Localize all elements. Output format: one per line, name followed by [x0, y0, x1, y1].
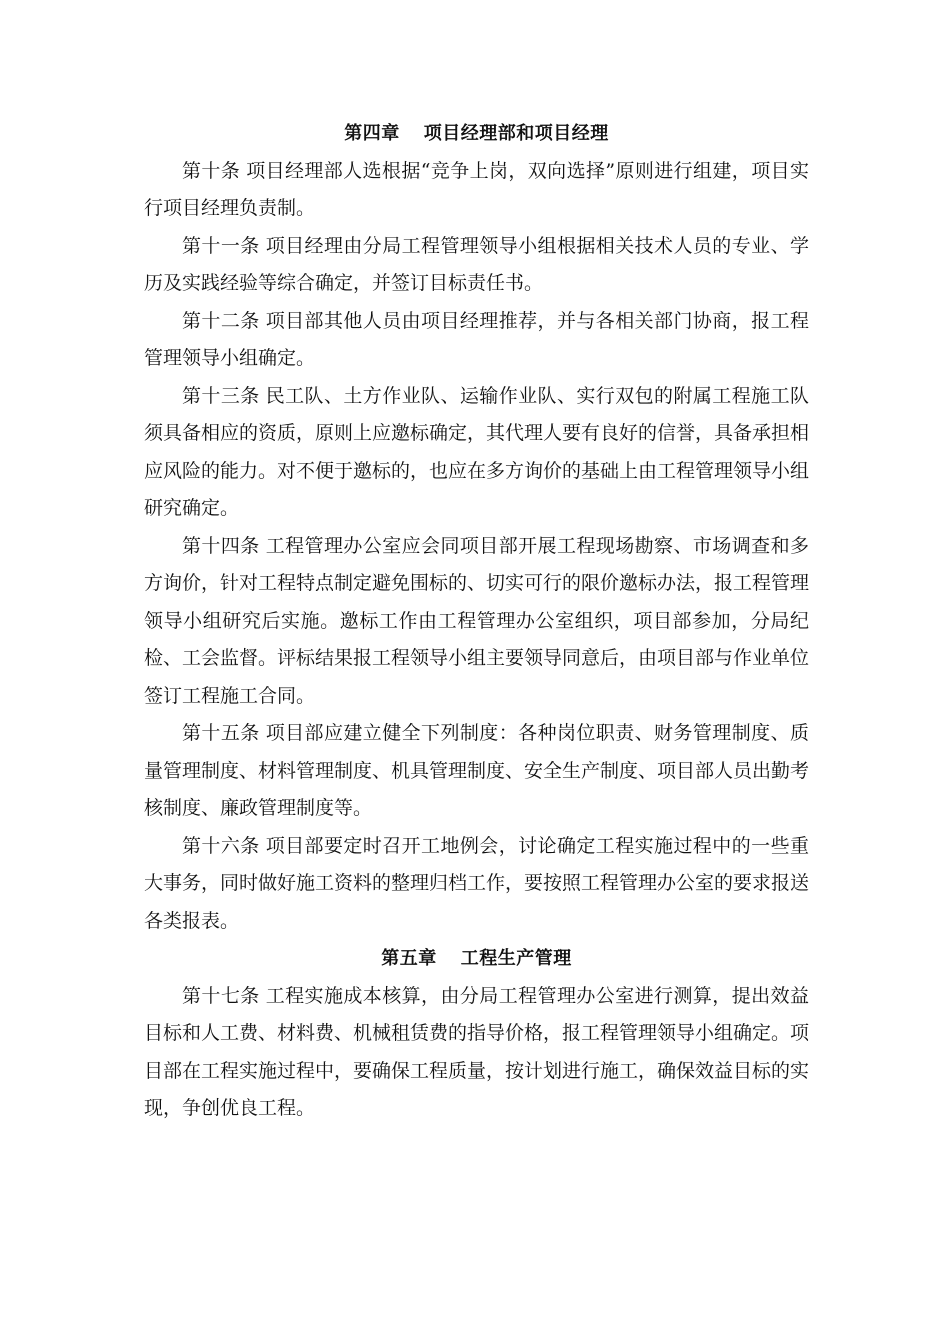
- article-label: 第十条: [182, 159, 241, 182]
- article-text: 民工队、土方作业队、运输作业队、实行双包的附属工程施工队须具备相应的资质，原则上应邀标确定，其代理人要有良好的信誉，具备承担相应风险的能力。对不便于邀标的，也应在多方询价的基础上由工程管理领导小组研究确定。: [144, 384, 810, 519]
- article-text: 项目部要定时召开工地例会，讨论确定工程实施过程中的一些重大事务，同时做好施工资料的整理归档工作，要按照工程管理办公室的要求报送各类报表。: [144, 834, 810, 932]
- article-12: [144, 303, 809, 378]
- article-11: [144, 228, 809, 303]
- article-text: 项目经理由分局工程管理领导小组根据相关技术人员的专业、学历及实践经验等综合确定，并签订目标责任书。: [144, 234, 809, 294]
- article-label: 第十一条: [182, 234, 260, 257]
- chapter-5-title: 工程生产管理: [460, 948, 572, 969]
- article-label: 第十三条: [182, 384, 260, 407]
- article-17: [144, 978, 809, 1128]
- article-label: 第十五条: [182, 722, 260, 744]
- article-text: 项目部其他人员由项目经理推荐，并与各相关部门协商，报工程管理领导小组确定。: [144, 309, 809, 369]
- article-label: 第十二条: [182, 309, 260, 332]
- chapter-5-number: 第五章: [381, 948, 437, 969]
- chapter-5-heading: [144, 940, 809, 978]
- article-text: 项目部应建立健全下列制度：各种岗位职责、财务管理制度、质量管理制度、材料管理制度、机具管理制度、安全生产制度、项目部人员出勤考核制度、廉政管理制度等。: [144, 722, 810, 819]
- article-label: 第十四条: [182, 534, 260, 557]
- article-15: [144, 715, 809, 828]
- article-text: 工程管理办公室应会同项目部开展工程现场勘察、市场调查和多方询价，针对工程特点制定避免围标的、切实可行的限价邀标办法，报工程管理领导小组研究后实施。邀标工作由工程管理办公室组织，项目部参加，分局纪检、工会监督。评标结果报工程领导小组主要领导同意后，由项目部与作业单位签订工程施工合同。: [144, 534, 810, 707]
- article-13: [144, 378, 809, 528]
- article-16: [144, 828, 809, 941]
- chapter-4-title: 项目经理部和项目经理: [423, 123, 609, 144]
- chapter-4-heading: [144, 115, 809, 153]
- article-10: [144, 153, 809, 228]
- article-label: 第十七条: [182, 984, 260, 1007]
- chapter-4-number: 第四章: [344, 123, 400, 144]
- article-14: [144, 528, 809, 716]
- article-text: 工程实施成本核算，由分局工程管理办公室进行测算，提出效益目标和人工费、材料费、机械租赁费的指导价格，报工程管理领导小组确定。项目部在工程实施过程中，要确保工程质量，按计划进行施工，确保效益目标的实现，争创优良工程。: [144, 984, 810, 1119]
- article-label: 第十六条: [182, 834, 260, 857]
- article-text: 项目经理部人选根据“竞争上岗，双向选择”原则进行组建，项目实行项目经理负责制。: [144, 159, 809, 219]
- document-page: [144, 115, 809, 1128]
